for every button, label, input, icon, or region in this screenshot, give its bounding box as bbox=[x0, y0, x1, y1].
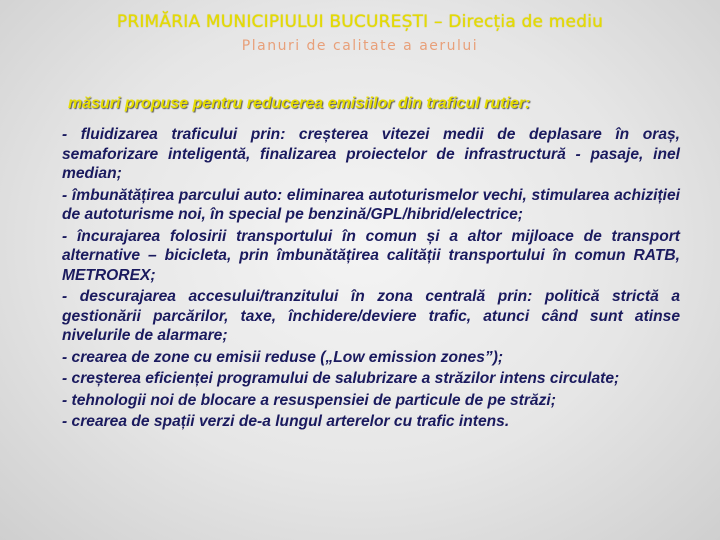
list-item: - creșterea eficienței programului de salubrizare a străzilor intens circulate; bbox=[62, 370, 620, 387]
list-item: - crearea de zone cu emisii reduse („Low emission zones”); bbox=[62, 348, 504, 366]
list-item: - descurajarea accesului/tranzitului în zona centrală prin: politică strictă a gestionării parcărilor, taxe, închidere/deviere trafic, atunci când sunt atinse nivelurile de alarmare; bbox=[62, 288, 680, 344]
slide-subtitle: Planuri de calitate a aerului bbox=[241, 38, 479, 54]
slide-title: PRIMĂRIA MUNICIPIULUI BUCUREȘTI – Direcția de mediu bbox=[116, 12, 604, 32]
section-heading: măsuri propuse pentru reducerea emisiilor din traficul rutier: bbox=[68, 95, 531, 112]
list-item: - fluidizarea traficului prin: creșterea vitezei medii de deplasare în oraș, semaforizare inteligentă, finalizarea proiectelor de infrastructură - pasaje, inel median; bbox=[62, 126, 680, 182]
list-item: - tehnologii noi de blocare a resuspensiei de particule de pe străzi; bbox=[62, 391, 556, 409]
list-item: - îmbunătățirea parcului auto: eliminarea autoturismelor vechi, stimularea achiziției de autoturisme noi, în special pe benzină/GPL/hibrid/electrice; bbox=[62, 186, 680, 223]
list-item: - crearea de spații verzi de-a lungul arterelor cu trafic intens. bbox=[62, 413, 510, 430]
measures-list bbox=[62, 125, 680, 434]
list-item: - încurajarea folosirii transportului în comun și a altor mijloace de transport alternative – bicicleta, prin îmbunătățirea calității transportului în comun RATB, METROREX; bbox=[62, 227, 680, 284]
slide-header bbox=[0, 12, 720, 54]
